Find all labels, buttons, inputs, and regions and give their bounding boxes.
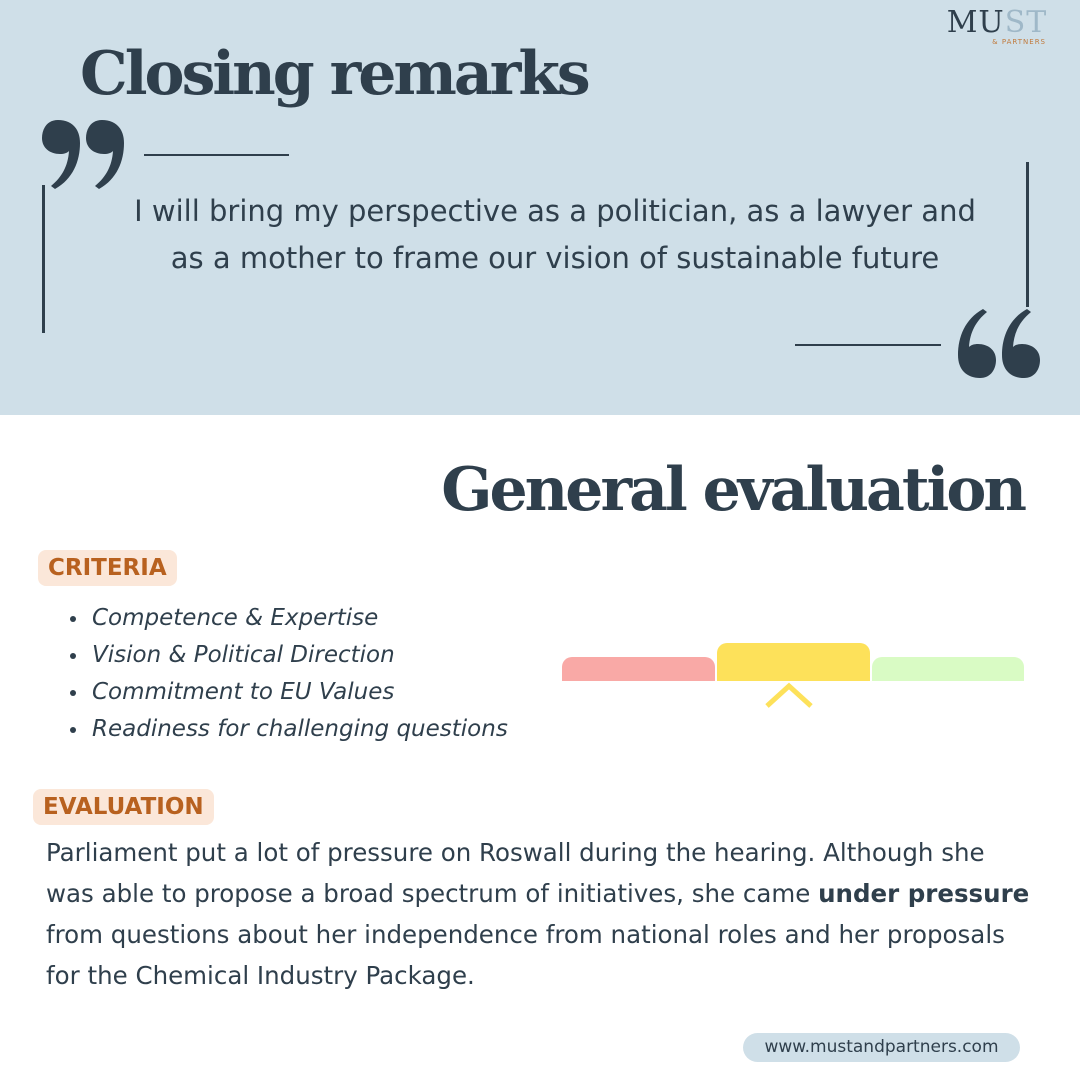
- logo-wordmark: [942, 6, 1052, 40]
- criteria-item: Vision & Political Direction: [70, 637, 508, 674]
- criteria-list: [70, 600, 508, 748]
- criteria-item: Competence & Expertise: [70, 600, 508, 637]
- quote-top-rule: [144, 154, 289, 156]
- website-link[interactable]: www.mustandpartners.com: [743, 1033, 1020, 1062]
- evaluation-label: EVALUATION: [33, 789, 214, 825]
- quote-bottom-rule: [795, 344, 941, 346]
- evaluation-text: [46, 832, 1036, 996]
- scale-segment-medium: [717, 643, 870, 681]
- logo-text-dark: MU: [946, 5, 1005, 40]
- scale-segment-low: [562, 657, 715, 681]
- closing-remarks-title: Closing remarks: [80, 39, 588, 109]
- logo-text-light: ST: [1004, 5, 1048, 40]
- quote-right-rule: [1026, 162, 1029, 307]
- closing-quote: I will bring my perspective as a politician, as a lawyer and as a mother to frame our vision of sustainable future: [134, 194, 976, 275]
- evaluation-text-part2: from questions about her independence from national roles and her proposals for the Chemical Industry Package.: [46, 920, 1005, 990]
- criteria-item: Readiness for challenging questions: [70, 711, 508, 748]
- criteria-label: CRITERIA: [38, 550, 177, 586]
- scale-segment-high: [872, 657, 1024, 681]
- quote-left-rule: [42, 185, 45, 333]
- brand-logo: [942, 6, 1052, 46]
- logo-subtitle: & PARTNERS: [992, 38, 1046, 46]
- criteria-item: Commitment to EU Values: [70, 674, 508, 711]
- general-evaluation-title: General evaluation: [441, 455, 1024, 525]
- evaluation-text-part1: Parliament put a lot of pressure on Roswall during the hearing. Although she was able to propose a broad spectrum of initiatives, she came: [46, 838, 985, 908]
- close-quote-icon: [956, 308, 1042, 380]
- scale-pointer-icon: [764, 680, 814, 710]
- open-quote-icon: [40, 118, 126, 190]
- evaluation-text-emphasis: under pressure: [818, 879, 1030, 908]
